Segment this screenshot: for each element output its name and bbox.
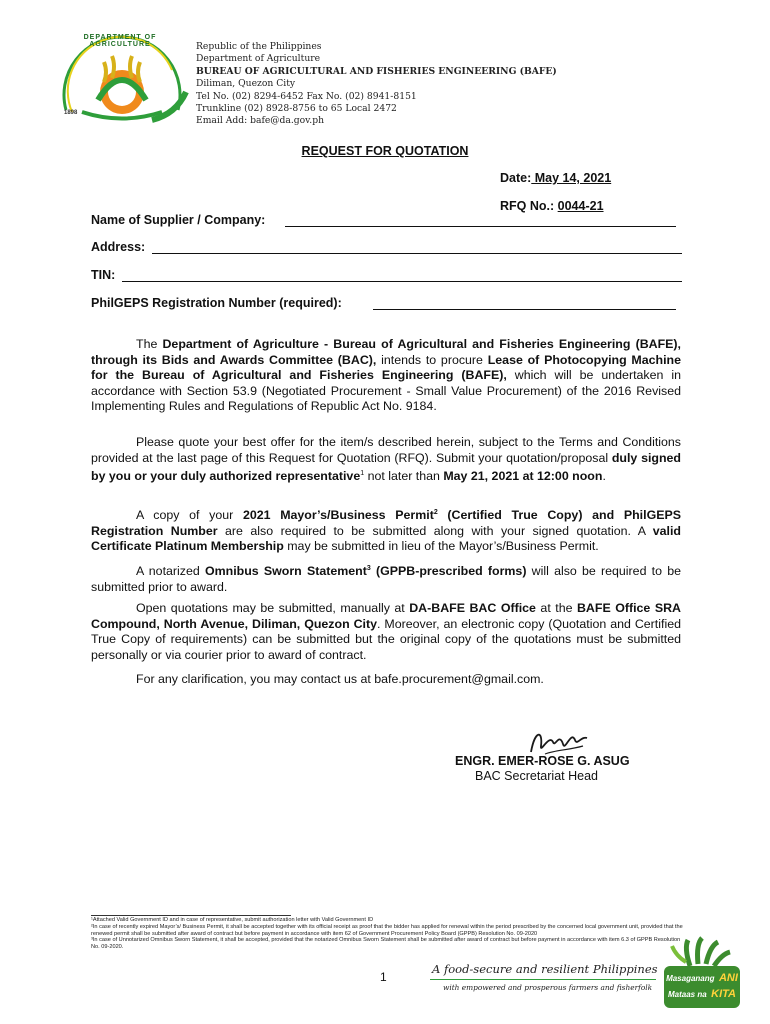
page-title: REQUEST FOR QUOTATION	[301, 144, 469, 158]
p3-permit: 2021 Mayor’s/Business Permit	[242, 508, 434, 523]
tin-label: TIN:	[91, 268, 116, 282]
footnote-2: ²In case of recently expired Mayor’s/ Business Permit, it shall be accepted together with its official receipt as proof that the bidder has applied for renewal within the period prescribed by the concerned local government unit, provided that the renewed permit shall be submitted after award of contract but before payment in accordance with item 62 of Government Procurement Policy Board (GPPB) Resolution No. 09-2020	[91, 923, 683, 937]
p1-agency: Department of Agriculture - Bureau of Agricultural and Fisheries Engineering (BAFE), through its Bids and Awards Committee (BAC),	[91, 337, 681, 367]
badge-text	[664, 970, 740, 1002]
seal-year: 1898	[64, 110, 78, 116]
p5-text-e: . Moreover, an electronic copy (Quotation and Certified True Copy of requirements) can be submitted but the original copy of the quotations must be submitted personally or via courier prior to award of contract.	[91, 616, 681, 662]
letterhead-department: Department of Agriculture	[196, 53, 321, 65]
p3-sup: 2	[433, 509, 438, 516]
letterhead-republic: Republic of the Philippines	[196, 41, 322, 52]
date-line	[500, 171, 611, 185]
letterhead	[196, 41, 557, 128]
footnotes	[91, 917, 683, 951]
badge-ani: ANI	[718, 972, 738, 984]
p4-forms: (GPPB-prescribed forms)	[370, 564, 527, 579]
philgeps-input-line[interactable]	[373, 309, 676, 310]
rfq-label: RFQ No.:	[500, 199, 555, 213]
p3-text-f: may be submitted in lieu of the Mayor’s/Business Permit.	[283, 539, 599, 554]
signatory-title: BAC Secretariat Head	[475, 769, 598, 783]
p4-text-a: A notarized	[136, 564, 205, 579]
p2-text-c: not later than	[364, 469, 444, 484]
p2-deadline: May 21, 2021 at 12:00 noon	[443, 469, 603, 484]
signatory-name: ENGR. EMER-ROSE G. ASUG	[455, 754, 630, 768]
paragraph-instructions	[91, 435, 681, 485]
paragraph-omnibus	[91, 561, 681, 595]
p2-sup: 1	[360, 470, 365, 478]
rfq-line	[500, 199, 604, 213]
footer-underline	[430, 979, 656, 980]
p5-address: BAFE Office SRA Compound, North Avenue, Diliman, Quezon City	[91, 601, 681, 631]
footer-subslogan: with empowered and prosperous farmers and fisherfolk	[443, 983, 653, 992]
p1-project: Lease of Photocopying Machine for the Bureau of Agricultural and Fisheries Engineering (BAFE),	[91, 352, 682, 383]
badge-line2	[664, 986, 740, 1002]
p5-text-a: Open quotations may be submitted, manually at	[136, 601, 410, 615]
badge-masaganang: Masaganang	[666, 974, 715, 983]
address-label: Address:	[91, 240, 146, 254]
p2-signed: duly signed by you or your duly authorized representative	[91, 450, 681, 484]
philgeps-label: PhilGEPS Registration Number (required):	[91, 296, 342, 310]
date-value: May 14, 2021	[531, 171, 612, 185]
p1-text-a: The	[136, 337, 163, 351]
p3-text-d: are also required to be submitted along with your signed quotation. A	[217, 523, 653, 538]
p4-omnibus: Omnibus Sworn Statement	[204, 564, 367, 579]
p5-text-c: at the	[535, 601, 577, 615]
badge-line1	[664, 970, 740, 986]
p1-text-c: intends to procure	[376, 352, 488, 367]
p4-text-d: will also be required to be submitted prior to award.	[91, 564, 681, 594]
p5-office: DA-BAFE BAC Office	[409, 601, 536, 615]
rfq-number: 0044-21	[557, 199, 604, 213]
paragraph-permit	[91, 505, 681, 555]
p4-sup: 3	[366, 565, 371, 572]
supplier-input-line[interactable]	[285, 226, 676, 227]
address-input-line[interactable]	[152, 253, 682, 254]
seal-text: DEPARTMENT OF AGRICULTURE	[83, 34, 157, 48]
footer-slogan: A food-secure and resilient Philippines	[432, 962, 658, 976]
p1-text-e: which will be undertaken in accordance with Section 53.9 (Negotiated Procurement - Small Value Procurement) of the 2016 Revised Implementing Rules and Regulations of Republic Act No. 9184.	[91, 368, 681, 414]
p2-text-a: Please quote your best offer for the item/s described herein, subject to the Terms and Conditions provided at the last page of this Request for Quotation (RFQ). Submit your quotation/proposal	[91, 435, 681, 465]
supplier-label: Name of Supplier / Company:	[91, 213, 266, 227]
paragraph-contact	[91, 672, 681, 688]
footnote-divider	[91, 915, 291, 916]
p2-text-e: .	[602, 469, 606, 484]
letterhead-address: Diliman, Quezon City	[196, 78, 296, 90]
footnote-1: ¹Attached Valid Government ID and in case of representative, submit authorization letter with Valid Government ID	[91, 917, 374, 923]
page-number: 1	[380, 970, 387, 984]
paragraph-submission	[91, 601, 681, 663]
footnote-3: ³In case of Unnotarized Omnibus Sworn Statement, it shall be accepted, provided that the notarized Omnibus Sworn Statement shall be submitted after award of contract but before payment in accordance with item 6.3 of GPPB Resolution No. 09-2020.	[91, 937, 681, 951]
date-label: Date:	[500, 171, 532, 185]
p3-platinum: valid Certificate Platinum Membership	[91, 523, 681, 554]
p3-text-a: A copy of your	[136, 508, 243, 523]
letterhead-trunkline: Trunkline (02) 8928-8756 to 65 Local 2472	[196, 103, 397, 115]
p6-text: For any clarification, you may contact us at bafe.procurement@gmail.com.	[136, 672, 544, 686]
badge-mataas: Mataas na	[668, 990, 707, 999]
letterhead-tel: Tel No. (02) 8294-6452 Fax No. (02) 8941-8151	[196, 90, 417, 102]
badge-kita: KITA	[711, 988, 736, 1000]
letterhead-bureau: BUREAU OF AGRICULTURAL AND FISHERIES ENGINEERING (BAFE)	[196, 65, 557, 77]
p3-philgeps: (Certified True Copy) and PhilGEPS Registration Number	[91, 508, 681, 538]
letterhead-email: Email Add: bafe@da.gov.ph	[196, 115, 324, 127]
tin-input-line[interactable]	[122, 281, 682, 282]
paragraph-intro	[91, 337, 681, 415]
